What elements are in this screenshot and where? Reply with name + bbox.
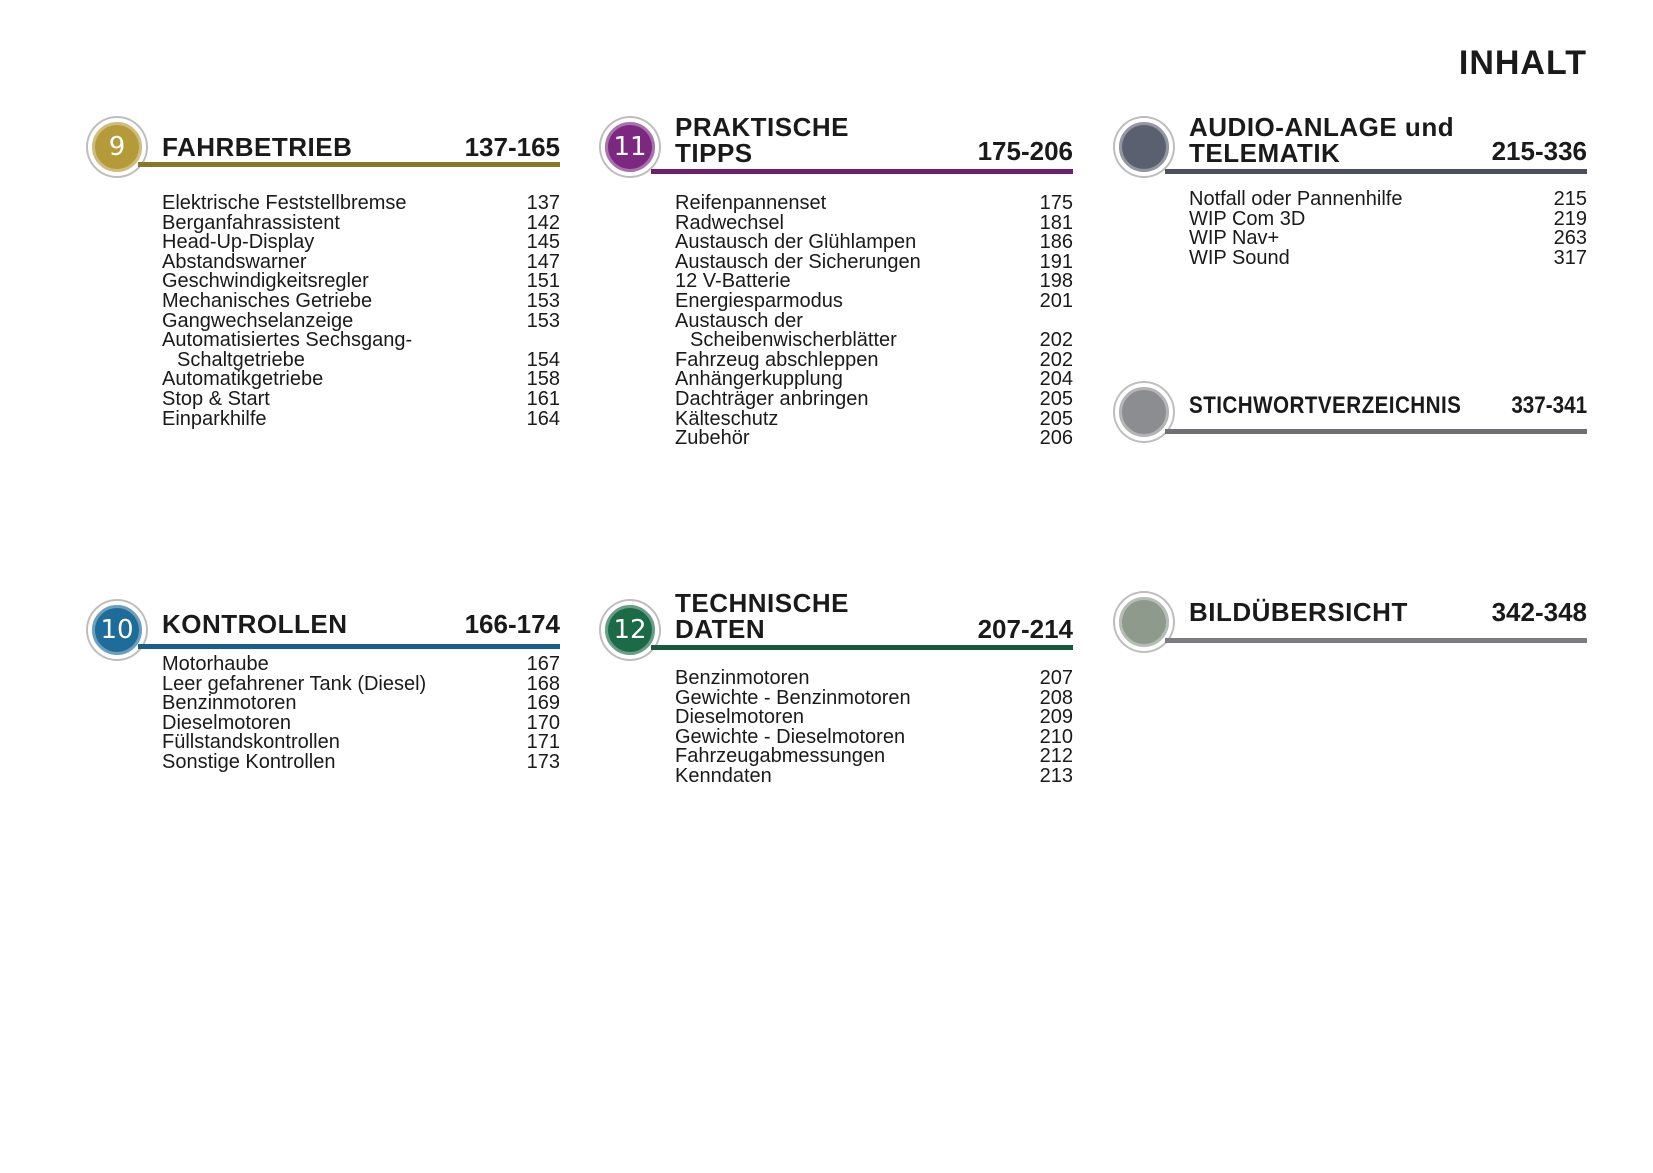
section-title-line: TELEMATIK: [1189, 138, 1341, 168]
entry-label: Anhängerkupplung: [675, 368, 843, 391]
entry-page: 154: [526, 348, 560, 371]
toc-entry[interactable]: [162, 370, 560, 390]
chapter-number: 12: [613, 615, 647, 645]
section-rule: [651, 645, 1073, 650]
entry-page: 206: [1039, 427, 1073, 450]
section-kontrollen: [90, 601, 560, 773]
section-page-range: 215-336: [1491, 136, 1587, 166]
section-title: [675, 114, 849, 166]
chapter-badge: [601, 118, 659, 176]
entry-label: Fahrzeug abschleppen: [675, 348, 879, 371]
section-page-range: 342-348: [1491, 597, 1587, 627]
entry-page: 151: [526, 270, 560, 293]
entry-label: Kälteschutz: [675, 407, 779, 430]
section-title-line: PRAKTISCHE: [675, 112, 850, 142]
section-technische-daten: [603, 588, 1073, 787]
entry-label: Gewichte - Benzinmotoren: [675, 686, 911, 709]
entry-page: 205: [1039, 387, 1073, 410]
entry-label: Leer gefahrener Tank (Diesel): [162, 672, 427, 695]
entry-label: Geschwindigkeitsregler: [162, 270, 369, 293]
section-title: [1189, 393, 1506, 419]
entry-label: Gewichte - Dieselmotoren: [675, 725, 906, 748]
toc-entry[interactable]: [162, 407, 560, 430]
section-praktische-tipps: [603, 112, 1073, 450]
entry-label: Abstandswarner: [162, 250, 307, 273]
toc-entry[interactable]: [162, 655, 560, 675]
toc-entry[interactable]: [675, 233, 1073, 253]
entry-label: WIP Nav+: [1189, 227, 1280, 250]
section-page-range: 137-165: [464, 132, 560, 162]
toc-entry[interactable]: [162, 233, 560, 253]
toc-entry[interactable]: [162, 289, 560, 312]
entry-label: WIP Sound: [1189, 246, 1290, 269]
entry-label: Automatikgetriebe: [162, 368, 324, 391]
toc-entry[interactable]: [162, 194, 560, 214]
entry-label: Füllstandskontrollen: [162, 731, 340, 754]
toc-entry[interactable]: [675, 289, 1073, 312]
entry-label: Stop & Start: [162, 387, 270, 410]
toc-entry[interactable]: [162, 331, 560, 351]
section-header: [90, 118, 560, 188]
entry-page: 137: [526, 192, 560, 214]
entry-page: 219: [1553, 207, 1587, 230]
entry-page: 169: [526, 692, 560, 715]
section-title-line: TECHNISCHE: [675, 588, 850, 618]
section-bilduebersicht[interactable]: [1117, 593, 1587, 663]
entry-label: Berganfahrassistent: [162, 211, 340, 234]
section-title: [675, 590, 849, 642]
entry-page: 202: [1039, 329, 1073, 352]
section-rule: [1165, 169, 1587, 174]
section-rule: [651, 169, 1073, 174]
entry-label: 12 V-Batterie: [675, 270, 791, 293]
entry-label: Austausch der Glühlampen: [675, 231, 917, 254]
chapter-number: 9: [108, 132, 126, 162]
entry-label: Dieselmotoren: [675, 706, 804, 729]
entry-page: 171: [526, 731, 560, 754]
entry-label: Einparkhilfe: [162, 407, 267, 430]
section-page-range: 166-174: [464, 609, 560, 639]
entry-label: Dachträger anbringen: [675, 387, 869, 410]
entry-label: Kenndaten: [675, 764, 772, 787]
chapter-badge: [88, 601, 146, 659]
section-rule: [138, 162, 560, 167]
chapter-number: 10: [100, 615, 134, 645]
section-audio-telematik: [1117, 112, 1587, 269]
section-rule: [1165, 638, 1587, 643]
entry-label: Schaltgetriebe: [177, 348, 305, 371]
entry-label: Radwechsel: [675, 211, 784, 234]
toc-entry[interactable]: [162, 387, 560, 410]
entry-label: Head-Up-Display: [162, 231, 315, 254]
entry-page: 198: [1039, 270, 1073, 293]
section-title: FAHRBETRIEB: [162, 132, 353, 162]
section-title: BILDÜBERSICHT: [1189, 597, 1408, 627]
entry-label: WIP Com 3D: [1189, 207, 1306, 230]
entry-label: Fahrzeugabmessungen: [675, 745, 886, 768]
entry-label: Notfall oder Pannenhilfe: [1189, 188, 1403, 210]
entry-page: 153: [526, 289, 560, 312]
entry-page: 213: [1039, 764, 1073, 787]
entry-page: 145: [526, 231, 560, 254]
entry-page: 317: [1553, 246, 1587, 269]
entry-label: Austausch der Sicherungen: [675, 250, 921, 273]
entry-page: 153: [526, 309, 560, 332]
section-header: [1117, 593, 1587, 663]
entry-page: 161: [526, 387, 560, 410]
entry-label: Energiesparmodus: [675, 289, 843, 312]
entry-page: 142: [526, 211, 560, 234]
section-rule: [138, 644, 560, 649]
entry-page: 191: [1039, 250, 1073, 273]
entry-page: 207: [1039, 667, 1073, 689]
chapter-number: 11: [613, 132, 647, 162]
section-title-line: DATEN: [675, 614, 766, 644]
entry-label: Benzinmotoren: [162, 692, 297, 715]
section-page-range: 207-214: [977, 614, 1073, 644]
section-title: [1189, 114, 1454, 166]
chapter-badge: [88, 118, 146, 176]
entry-page: 210: [1039, 725, 1073, 748]
entry-label: Austausch der: [675, 309, 803, 332]
toc-entry[interactable]: [162, 694, 560, 714]
toc-entry[interactable]: [1189, 229, 1587, 249]
section-header: [1117, 383, 1587, 453]
toc-entry[interactable]: [1189, 190, 1587, 210]
toc-entry[interactable]: [675, 764, 1073, 787]
entry-page: 208: [1039, 686, 1073, 709]
entry-page: 173: [526, 750, 560, 773]
entry-label: Scheibenwischerblätter: [690, 329, 897, 352]
toc-entry[interactable]: [1189, 246, 1587, 269]
toc-entry[interactable]: [675, 370, 1073, 390]
entry-label: Automatisiertes Sechsgang-: [162, 329, 413, 352]
chapter-badge: [601, 601, 659, 659]
entry-page: 215: [1553, 188, 1587, 210]
entry-page: 158: [526, 368, 560, 391]
section-header: [603, 588, 1073, 671]
entry-page: 205: [1039, 407, 1073, 430]
entry-page: 167: [526, 653, 560, 675]
entry-page: 181: [1039, 211, 1073, 234]
entry-label: Elektrische Feststellbremse: [162, 192, 407, 214]
toc-entry[interactable]: [675, 429, 1073, 449]
entry-page: 164: [526, 407, 560, 430]
section-page-range: [1499, 393, 1587, 419]
entry-label: Motorhaube: [162, 653, 269, 675]
toc-entry[interactable]: [162, 750, 560, 773]
toc-entry[interactable]: [675, 708, 1073, 728]
section-fahrbetrieb: [90, 118, 560, 430]
section-header: [1117, 112, 1587, 188]
toc-entry[interactable]: [675, 331, 1073, 351]
section-header: [603, 112, 1073, 188]
entry-page: 204: [1039, 368, 1073, 391]
entry-page: 147: [526, 250, 560, 273]
section-rule: [1165, 429, 1587, 434]
section-title-line: AUDIO-ANLAGE und: [1189, 112, 1455, 142]
section-title-line: TIPPS: [675, 138, 753, 168]
entry-page: 212: [1039, 745, 1073, 768]
entry-page: 175: [1039, 192, 1073, 214]
section-page-range: 175-206: [977, 136, 1073, 166]
section-range-text: 337-341: [1511, 392, 1587, 419]
chapter-badge: [1115, 118, 1173, 176]
entry-page: 263: [1553, 227, 1587, 250]
entry-page: 209: [1039, 706, 1073, 729]
entry-page: 202: [1039, 348, 1073, 371]
entry-label: Sonstige Kontrollen: [162, 750, 336, 773]
toc-entry[interactable]: [675, 387, 1073, 410]
toc-entry[interactable]: [675, 194, 1073, 214]
entry-label: Gangwechselanzeige: [162, 309, 354, 332]
section-title-text: STICHWORTVERZEICHNIS: [1189, 392, 1462, 419]
entry-page: 201: [1039, 289, 1073, 312]
entry-label: Dieselmotoren: [162, 711, 291, 734]
entry-page: 168: [526, 672, 560, 695]
entry-page: 186: [1039, 231, 1073, 254]
entry-label: Mechanisches Getriebe: [162, 289, 373, 312]
section-title: KONTROLLEN: [162, 609, 348, 639]
entry-label: Zubehör: [675, 427, 750, 450]
page-title: INHALT: [1458, 44, 1587, 82]
entry-label: Benzinmotoren: [675, 667, 810, 689]
entry-page: 170: [526, 711, 560, 734]
section-stichwortverzeichnis[interactable]: [1117, 383, 1587, 453]
toc-entry[interactable]: [675, 669, 1073, 689]
entry-label: Reifenpannenset: [675, 192, 827, 214]
